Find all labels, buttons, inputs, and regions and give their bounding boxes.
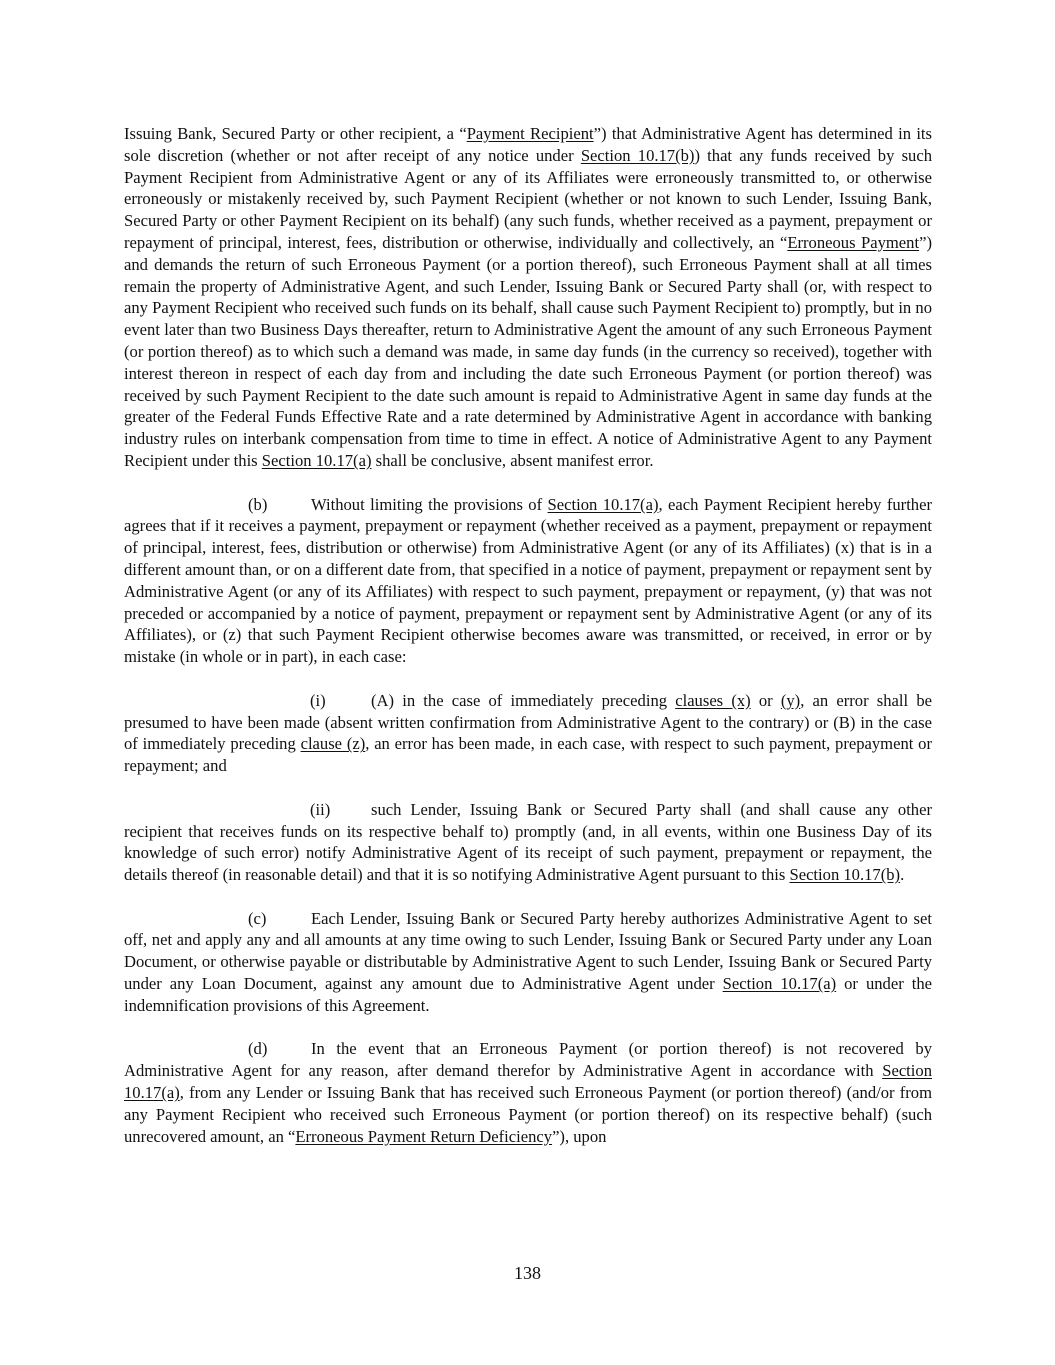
text: Each Lender, Issuing Bank or Secured Party hereby authorizes Administrative Agent to set off, net and apply any and all amounts at any time owing to such Lender, Issuing Bank or Secured Party under any Loan Document, or otherwise payable or distributable by Administrative Agent to such Lender, Issuing Bank or Secured Party under any Loan Document, against any amount due to Administrative Agent under	[124, 908, 932, 994]
section-reference: Section 10.17(b)	[580, 145, 695, 165]
text: , an error shall be presumed to have been made (absent written confirmation from Administrative Agent to the contrary) or (B) in the case of immediately preceding	[124, 690, 932, 754]
paragraph-d	[124, 1038, 932, 1147]
clause-label: (b)	[248, 494, 268, 514]
section-reference: Section 10.17(a)	[261, 450, 372, 470]
section-reference: Section 10.17(b)	[789, 865, 901, 885]
text: Issuing Bank, Secured Party or other recipient, a “	[124, 124, 467, 143]
clause-reference: clauses (x)	[675, 690, 751, 710]
paragraph-b	[124, 494, 932, 668]
clause-reference: (y)	[780, 690, 801, 710]
text: (A) in the case of immediately preceding	[371, 690, 676, 710]
text: ”) that Administrative Agent has determined in its sole discretion (whether or not after receipt of any notice under	[124, 124, 932, 165]
clause-label: (ii)	[310, 799, 331, 819]
paragraph-c	[124, 908, 932, 1017]
paragraph-a-continued	[124, 123, 932, 472]
text: ”), upon	[552, 1126, 607, 1146]
clause-label: (i)	[310, 690, 326, 710]
clause-label: (c)	[248, 908, 267, 928]
clause-reference: clause (z)	[300, 734, 366, 754]
text: or	[750, 690, 781, 710]
defined-term-payment-recipient: Payment Recipient	[466, 124, 594, 143]
text: .	[900, 865, 905, 885]
text: In the event that an Erroneous Payment (or portion thereof) is not recovered by Administrative Agent for any reason, after demand therefor by Administrative Agent in accordance with	[124, 1039, 932, 1081]
page-number: 138	[514, 1263, 541, 1283]
defined-term-erroneous-payment-return-deficiency: Erroneous Payment Return Deficiency	[295, 1126, 553, 1146]
document-page	[124, 123, 932, 1147]
defined-term-erroneous-payment: Erroneous Payment	[787, 232, 920, 252]
section-reference: Section 10.17(a)	[124, 1061, 932, 1103]
paragraph-b-i	[124, 690, 932, 777]
clause-label: (d)	[248, 1039, 268, 1059]
text: or under the indemnification provisions of this Agreement.	[124, 974, 932, 1015]
text: ) that any funds received by such Payment Recipient from Administrative Agent or any of its Affiliates were erroneously transmitted to, or otherwise erroneously or mistakenly received by, such Payment Recipient (whether or not known to such Lender, Issuing Bank, Secured Party or other Payment Recipient on its behalf) (any such funds, whether received as a payment, prepayment or repayment of principal, interest, fees, distribution or otherwise, individually and collectively, an “	[124, 145, 932, 252]
text: shall be conclusive, absent manifest error.	[371, 450, 654, 470]
section-reference: Section 10.17(a)	[547, 494, 659, 514]
text: Without limiting the provisions of	[311, 494, 548, 514]
section-reference: Section 10.17(a)	[722, 974, 837, 994]
text: , from any Lender or Issuing Bank that has received such Erroneous Payment (or portion thereof) (and/or from any Payment Recipient who received such Erroneous Payment (or portion thereof) on its respective behalf) (such unrecovered amount, an “	[124, 1083, 932, 1146]
paragraph-b-ii	[124, 799, 932, 886]
text: ”) and demands the return of such Erroneous Payment (or a portion thereof), such Erroneous Payment shall at all times remain the property of Administrative Agent, and such Lender, Issuing Bank or Secured Party shall (or, with respect to any Payment Recipient who received such funds on its behalf, shall cause such Payment Recipient to) promptly, but in no event later than two Business Days thereafter, return to Administrative Agent the amount of any such Erroneous Payment (or portion thereof) as to which such a demand was made, in same day funds (in the currency so received), together with interest thereon in respect of each day from and including the date such Erroneous Payment (or portion thereof) was received by such Payment Recipient to the date such amount is repaid to Administrative Agent in same day funds at the greater of the Federal Funds Effective Rate and a rate determined by Administrative Agent in accordance with banking industry rules on interbank compensation from time to time in effect. A notice of Administrative Agent to any Payment Recipient under this	[124, 232, 932, 470]
text: such Lender, Issuing Bank or Secured Party shall (and shall cause any other recipient that receives funds on its respective behalf to) promptly (and, in all events, within one Business Day of its knowledge of such error) notify Administrative Agent of its receipt of such payment, prepayment or repayment, the details thereof (in reasonable detail) and that it is so notifying Administrative Agent pursuant to this	[124, 799, 932, 885]
text: , each Payment Recipient hereby further agrees that if it receives a payment, prepayment or repayment (whether received as a payment, prepayment or repayment of principal, interest, fees, distribution or otherwise) from Administrative Agent (or any of its Affiliates) (x) that is in a different amount than, or on a different date from, that specified in a notice of payment, prepayment or repayment sent by Administrative Agent (or any of its Affiliates) with respect to such payment, prepayment or repayment, (y) that was not preceded or accompanied by a notice of payment, prepayment or repayment sent by Administrative Agent (or any of its Affiliates), or (z) that such Payment Recipient otherwise becomes aware was transmitted, or received, in error or by mistake (in whole or in part), in each case:	[124, 494, 932, 667]
text: , an error has been made, in each case, with respect to such payment, prepayment or repayment; and	[124, 734, 932, 776]
